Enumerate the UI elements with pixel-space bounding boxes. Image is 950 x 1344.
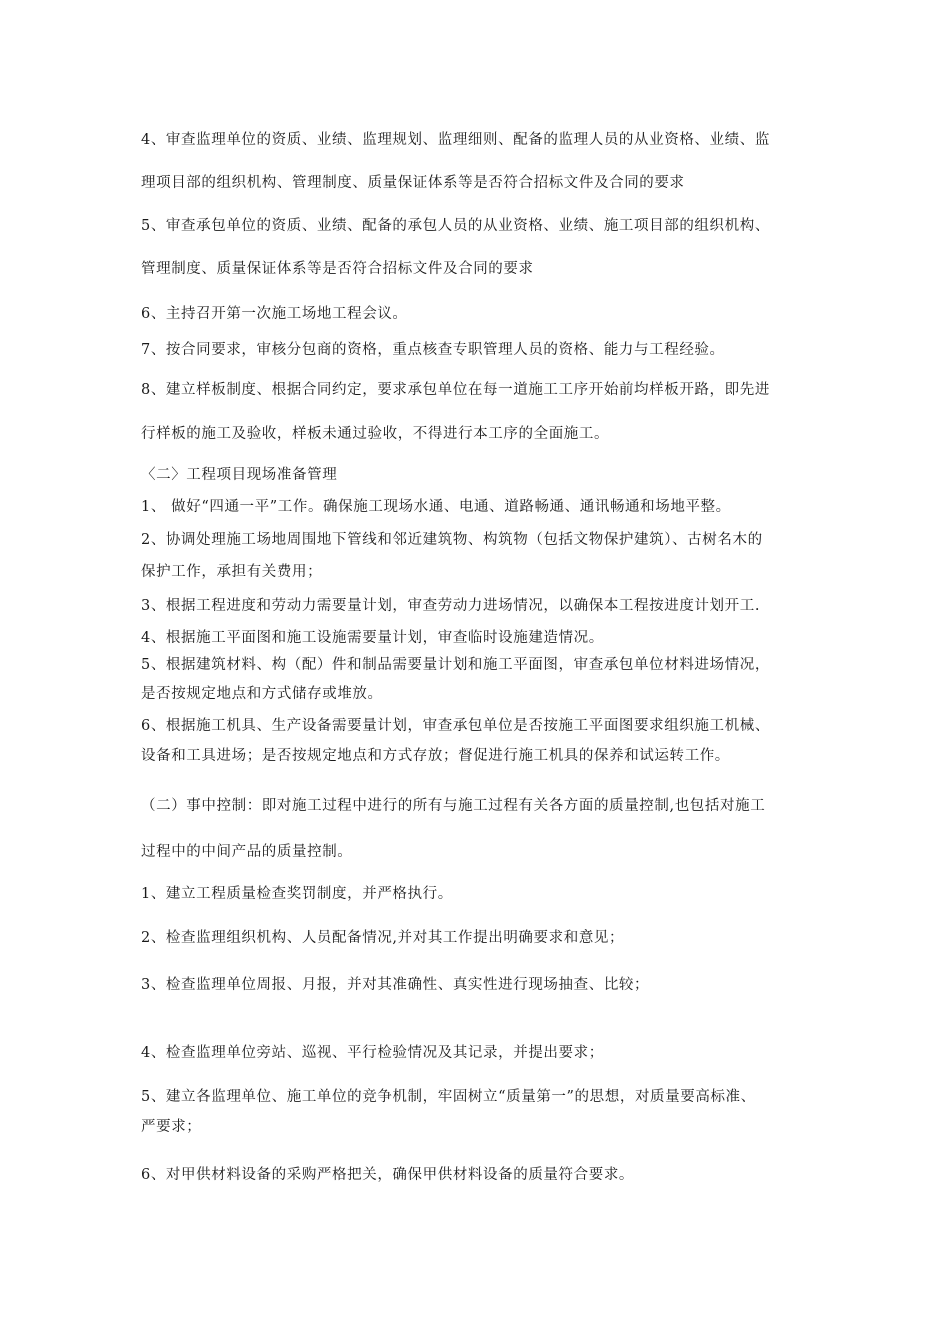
text-line: 严要求； [141, 1119, 202, 1135]
text-line: 2、协调处理施工场地周围地下管线和邻近建筑物、构筑物（包括文物保护建筑）、古树名木的 [141, 532, 763, 548]
text-line: 5、建立各监理单位、施工单位的竞争机制，牢固树立“质量第一”的思想，对质量要高标准、 [141, 1089, 756, 1105]
text-line: 6、主持召开第一次施工场地工程会议。 [141, 306, 408, 322]
text-line: 管理制度、质量保证体系等是否符合招标文件及合同的要求 [141, 261, 534, 277]
text-line: 保护工作，承担有关费用； [141, 564, 323, 580]
text-line: 6、根据施工机具、生产设备需要量计划，审查承包单位是否按施工平面图要求组织施工机械、 [141, 718, 770, 734]
text-line: 设备和工具进场；是否按规定地点和方式存放；督促进行施工机具的保养和试运转工作。 [141, 748, 730, 764]
text-line: 7、按合同要求，审核分包商的资格，重点核查专职管理人员的资格、能力与工程经验。 [141, 342, 725, 358]
text-line: 2、检查监理组织机构、人员配备情况,并对其工作提出明确要求和意见； [141, 930, 625, 946]
section-heading: 〈二〉工程项目现场准备管理 [141, 467, 338, 483]
text-line: 理项目部的组织机构、管理制度、质量保证体系等是否符合招标文件及合同的要求 [141, 175, 685, 191]
text-line: 行样板的施工及验收，样板未通过验收，不得进行本工序的全面施工。 [141, 426, 610, 442]
text-line: 8、建立样板制度、根据合同约定，要求承包单位在每一道施工工序开始前均样板开路，即先进 [141, 382, 770, 398]
text-line: 3、检查监理单位周报、月报，并对其准确性、真实性进行现场抽查、比较； [141, 977, 650, 993]
text-line: 5、根据建筑材料、构（配）件和制品需要量计划和施工平面图，审查承包单位材料进场情况， [141, 657, 770, 673]
text-line: 3、根据工程进度和劳动力需要量计划，审查劳动力进场情况，以确保本工程按进度计划开工. [141, 598, 761, 614]
text-line: 4、检查监理单位旁站、巡视、平行检验情况及其记录，并提出要求； [141, 1045, 604, 1061]
text-line: 1、 做好“四通一平”工作。确保施工现场水通、电通、道路畅通、通讯畅通和场地平整。 [141, 499, 731, 515]
section-heading: （二）事中控制：即对施工过程中进行的所有与施工过程有关各方面的质量控制,也包括对施工 [141, 798, 766, 814]
text-line: 4、根据施工平面图和施工设施需要量计划，审查临时设施建造情况。 [141, 630, 604, 646]
text-line: 4、审查监理单位的资质、业绩、监理规划、监理细则、配备的监理人员的从业资格、业绩、监 [141, 132, 770, 148]
text-line: 是否按规定地点和方式储存或堆放。 [141, 686, 383, 702]
text-line: 过程中的中间产品的质量控制。 [141, 844, 353, 860]
text-line: 1、建立工程质量检查奖罚制度，并严格执行。 [141, 886, 453, 902]
text-line: 5、审查承包单位的资质、业绩、配备的承包人员的从业资格、业绩、施工项目部的组织机构、 [141, 218, 770, 234]
text-line: 6、对甲供材料设备的采购严格把关，确保甲供材料设备的质量符合要求。 [141, 1167, 635, 1183]
